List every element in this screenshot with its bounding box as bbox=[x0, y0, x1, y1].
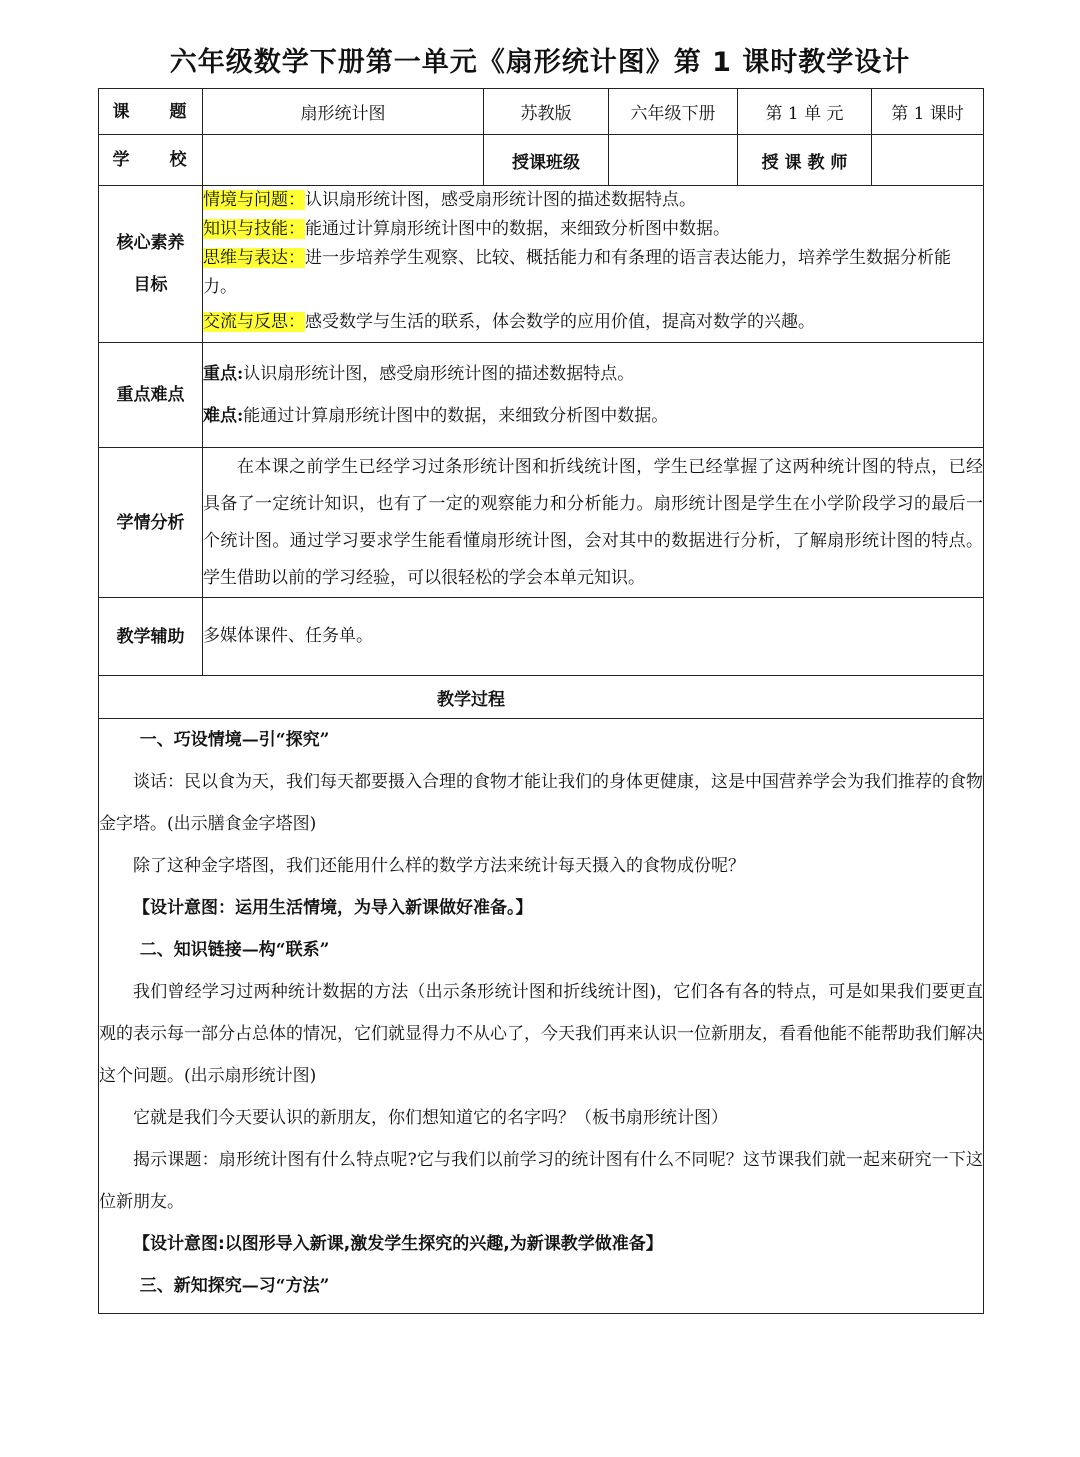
goal-item bbox=[203, 308, 983, 337]
process-paragraph: 除了这种金字塔图，我们还能用什么样的数学方法来统计每天摄入的食物成份呢？ bbox=[133, 856, 745, 876]
section-heading-1: 一、巧设情境—引“探究” bbox=[139, 730, 330, 750]
class-value bbox=[609, 135, 738, 186]
aids-row bbox=[99, 598, 984, 676]
process-body-row bbox=[99, 719, 984, 1314]
analysis-row bbox=[99, 448, 984, 598]
unit-cell: 第 1 单 元 bbox=[738, 89, 872, 135]
goals-label-line2: 目标 bbox=[133, 275, 168, 295]
goal-text: 能通过计算扇形统计图中的数据，来细致分析图中数据。 bbox=[305, 219, 730, 239]
school-label: 学 校 bbox=[99, 135, 203, 186]
topic-row bbox=[99, 89, 984, 135]
school-value bbox=[203, 135, 484, 186]
key-tag: 重点: bbox=[203, 364, 244, 384]
goal-item bbox=[203, 244, 983, 302]
hard-text: 能通过计算扇形统计图中的数据，来细致分析图中数据。 bbox=[243, 406, 669, 426]
goals-label bbox=[99, 186, 203, 343]
process-paragraph: 揭示课题：扇形统计图有什么特点呢?它与我们以前学习的统计图有什么不同呢？这节课我们就一起来研究一下这位新朋友。 bbox=[99, 1150, 983, 1212]
goal-item bbox=[203, 186, 983, 215]
design-intent-2: 【设计意图:以图形导入新课,激发学生探究的兴趣,为新课教学做准备】 bbox=[133, 1234, 663, 1254]
process-paragraph: 我们曾经学习过两种统计数据的方法（出示条形统计图和折线统计图)，它们各有各的特点，可是如果我们要更直观的表示每一部分占总体的情况，它们就显得力不从心了，今天我们再来认识一位新朋友，看看他能不能帮助我们解决这个问题。(出示扇形统计图) bbox=[99, 982, 983, 1086]
process-content bbox=[99, 719, 984, 1314]
grade-cell: 六年级下册 bbox=[609, 89, 738, 135]
aids-label: 教学辅助 bbox=[99, 598, 203, 676]
goal-text: 进一步培养学生观察、比较、概括能力和有条理的语言表达能力，培养学生数据分析能力。 bbox=[203, 248, 951, 297]
process-heading-row bbox=[99, 676, 984, 719]
lesson-plan-table bbox=[98, 88, 984, 1314]
analysis-text: 在本课之前学生已经学习过条形统计图和折线统计图，学生已经掌握了这两种统计图的特点，已经具备了一定统计知识，也有了一定的观察能力和分析能力。扇形统计图是学生在小学阶段学习的最后一个统计图。通过学习要求学生能看懂扇形统计图，会对其中的数据进行分析，了解扇形统计图的特点。学生借助以前的学习经验，可以很轻松的学会本单元知识。 bbox=[203, 456, 983, 588]
topic-value: 扇形统计图 bbox=[203, 89, 484, 135]
process-heading: 教学过程 bbox=[99, 676, 984, 719]
school-row bbox=[99, 135, 984, 186]
teacher-value bbox=[872, 135, 984, 186]
teacher-label: 授 课 教 师 bbox=[738, 135, 872, 186]
process-paragraph: 它就是我们今天要认识的新朋友，你们想知道它的名字吗？（板书扇形统计图） bbox=[133, 1108, 728, 1128]
goal-tag: 思维与表达： bbox=[203, 248, 305, 268]
hard-point bbox=[203, 395, 983, 437]
key-points-row bbox=[99, 343, 984, 448]
publisher-cell: 苏教版 bbox=[484, 89, 609, 135]
topic-label: 课 题 bbox=[99, 89, 203, 135]
goal-item bbox=[203, 215, 983, 244]
goal-text: 感受数学与生活的联系，体会数学的应用价值，提高对数学的兴趣。 bbox=[305, 312, 815, 332]
analysis-label: 学情分析 bbox=[99, 448, 203, 598]
goals-label-line1: 核心素养 bbox=[116, 233, 185, 253]
section-heading-3: 三、新知探究—习“方法” bbox=[139, 1276, 330, 1296]
hard-tag: 难点: bbox=[203, 406, 244, 426]
class-label: 授课班级 bbox=[484, 135, 609, 186]
lesson-cell: 第 1 课时 bbox=[872, 89, 984, 135]
goal-tag: 交流与反思： bbox=[203, 312, 305, 332]
section-heading-2: 二、知识链接—构“联系” bbox=[139, 940, 330, 960]
aids-content: 多媒体课件、任务单。 bbox=[203, 598, 984, 676]
key-points-label: 重点难点 bbox=[99, 343, 203, 448]
document-title: 六年级数学下册第一单元《扇形统计图》第 1 课时教学设计 bbox=[169, 47, 911, 78]
goals-row bbox=[99, 186, 984, 343]
goal-tag: 知识与技能： bbox=[203, 219, 305, 239]
process-paragraph: 谈话：民以食为天，我们每天都要摄入合理的食物才能让我们的身体更健康，这是中国营养学会为我们推荐的食物金字塔。(出示膳食金字塔图) bbox=[99, 772, 983, 834]
key-text: 认识扇形统计图，感受扇形统计图的描述数据特点。 bbox=[243, 364, 635, 384]
goal-tag: 情境与问题： bbox=[203, 190, 305, 210]
design-intent-1: 【设计意图：运用生活情境，为导入新课做好准备。】 bbox=[133, 898, 533, 918]
analysis-content bbox=[203, 448, 984, 598]
goal-text: 认识扇形统计图，感受扇形统计图的描述数据特点。 bbox=[305, 190, 696, 210]
goals-content bbox=[203, 186, 984, 343]
key-point bbox=[203, 353, 983, 395]
key-points-content bbox=[203, 343, 984, 448]
